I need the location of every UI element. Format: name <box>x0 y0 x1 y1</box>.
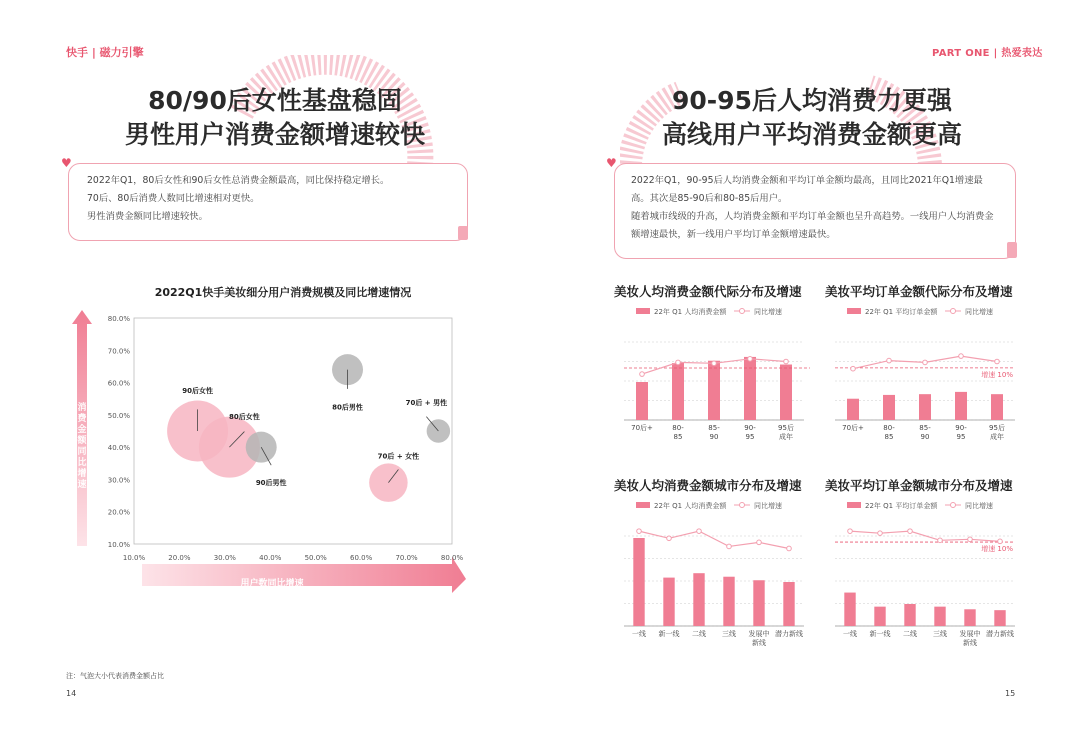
category-label-line2: 成年 <box>990 433 1004 441</box>
y-tick-label: 70.0% <box>107 347 130 356</box>
y-axis-label-char: 速 <box>77 480 87 490</box>
bubble-label: 90后男性 <box>255 479 287 488</box>
growth-point <box>727 544 732 549</box>
y-tick-label: 20.0% <box>107 508 130 517</box>
category-label: 新一线 <box>869 630 891 638</box>
category-label: 新一线 <box>658 630 680 638</box>
right-bullet-2: 随着城市线级的升高，人均消费金额和平均订单金额也呈升高趋势。一线用户人均消费金额增速最快，新一线用户平均订单金额增速最快。 <box>631 211 994 240</box>
category-label: 一线 <box>843 630 857 638</box>
category-label: 85- <box>708 424 720 432</box>
bar-chart-title-3: 美妆人均消费金额城市分布及增速 <box>614 478 802 493</box>
x-tick-label: 70.0% <box>395 554 418 562</box>
growth-point <box>878 531 883 536</box>
category-label: 三线 <box>933 630 947 638</box>
bar-chart-panel-1 <box>614 282 810 450</box>
reference-label: 增速 10% <box>981 545 1013 554</box>
growth-point <box>748 357 753 362</box>
bar <box>847 399 859 420</box>
bar-chart-panel-2 <box>825 282 1021 450</box>
y-axis-label-char: 金 <box>77 425 87 435</box>
category-label-line2: 新线 <box>963 639 977 647</box>
bubble-label: 80后男性 <box>332 403 363 412</box>
right-title-line2: 高线用户平均消费金额更高 <box>661 120 962 149</box>
bubble-chart <box>62 300 472 600</box>
bar <box>844 593 855 626</box>
category-label-line2: 90 <box>920 433 930 441</box>
bar <box>991 394 1003 420</box>
category-label: 95后 <box>778 424 794 432</box>
bar <box>783 582 794 626</box>
bar <box>955 392 967 420</box>
category-label: 二线 <box>692 630 706 638</box>
legend-bar-label: 22年 Q1 人均消费金额 <box>654 308 727 316</box>
category-label: 90- <box>955 424 967 432</box>
y-axis-label-char: 比 <box>77 458 87 468</box>
growth-point <box>667 536 672 541</box>
legend-bar-label: 22年 Q1 平均订单金额 <box>865 308 938 316</box>
left-bullet-3: 男性消费金额同比增速较快。 <box>87 211 208 222</box>
growth-point <box>787 546 792 551</box>
growth-point <box>676 360 681 365</box>
category-label: 一线 <box>632 630 646 638</box>
category-label-line2: 90 <box>709 433 719 441</box>
growth-point <box>784 359 789 364</box>
left-title-line2: 男性用户消费金额增速较快 <box>124 120 425 149</box>
category-label: 三线 <box>722 630 736 638</box>
bar <box>934 607 945 626</box>
category-label-line2: 新线 <box>752 639 766 647</box>
legend-line-marker <box>951 503 956 508</box>
growth-point <box>848 529 853 534</box>
bubble-chart-title: 2022Q1快手美妆细分用户消费规模及同比增速情况 <box>154 286 412 299</box>
category-label: 80- <box>672 424 684 432</box>
growth-point <box>887 358 892 363</box>
y-tick-label: 10.0% <box>107 541 130 549</box>
growth-point <box>938 538 943 543</box>
bar <box>883 395 895 420</box>
legend-line-label: 同比增速 <box>965 308 993 316</box>
bar <box>919 394 931 420</box>
bubble-note: 注：气泡大小代表消费金额占比 <box>66 672 164 680</box>
bar <box>904 604 915 626</box>
bar <box>633 538 644 626</box>
bubble-label: 70后 + 男性 <box>405 399 448 407</box>
category-label-line2: 85 <box>884 433 894 441</box>
y-tick-label: 50.0% <box>107 411 130 420</box>
bar <box>672 363 684 420</box>
y-tick-label: 60.0% <box>107 379 130 388</box>
growth-point <box>757 540 762 545</box>
bar <box>994 610 1005 626</box>
y-tick-label: 30.0% <box>107 476 130 485</box>
x-tick-label: 50.0% <box>304 554 327 562</box>
bar-chart-1 <box>614 300 810 450</box>
bar-chart-3 <box>614 494 810 656</box>
category-label: 发展中 <box>748 630 770 638</box>
bubble-label: 80后女性 <box>229 413 260 422</box>
category-label: 95后 <box>989 424 1005 432</box>
x-axis-label: 用户数同比增速 <box>240 579 304 589</box>
left-title-line1: 80/90后女性基盘稳固 <box>148 86 402 115</box>
bar <box>744 357 756 420</box>
legend-line-marker <box>740 309 745 314</box>
left-bullet-2: 70后、80后消费人数同比增速相对更快。 <box>87 193 260 204</box>
part-label: PART ONE | 热爱表达 <box>932 48 1043 59</box>
page-number-left: 14 <box>66 689 77 698</box>
y-axis-label-char: 消 <box>77 403 87 413</box>
y-tick-label: 40.0% <box>107 444 130 453</box>
x-tick-label: 80.0% <box>440 554 464 562</box>
x-tick-label: 30.0% <box>213 554 236 562</box>
legend-bar-swatch <box>636 308 650 314</box>
lipstick-icon <box>458 226 468 240</box>
legend-bar-label: 22年 Q1 平均订单金额 <box>865 502 938 510</box>
growth-point <box>851 366 856 371</box>
legend-line-label: 同比增速 <box>754 502 782 510</box>
bar <box>663 578 674 626</box>
bar <box>723 577 734 626</box>
heart-icon-right: ♥ <box>606 156 617 170</box>
growth-point <box>959 354 964 359</box>
y-axis-label-char: 额 <box>77 436 87 446</box>
bar <box>753 580 764 626</box>
category-label: 二线 <box>903 630 917 638</box>
legend-bar-swatch <box>636 502 650 508</box>
bar-chart-title-2: 美妆平均订单金额代际分布及增速 <box>825 284 1013 299</box>
growth-point <box>712 361 717 366</box>
legend-line-label: 同比增速 <box>965 502 993 510</box>
x-axis-arrow <box>142 557 466 593</box>
growth-point <box>697 529 702 534</box>
category-label: 发展中 <box>959 630 981 638</box>
right-title-line1: 90-95后人均消费力更强 <box>672 86 952 115</box>
reference-label: 增速 10% <box>981 370 1013 379</box>
category-label: 70后+ <box>842 424 864 432</box>
bar-chart-panel-3 <box>614 476 810 656</box>
category-label-line2: 成年 <box>779 433 793 441</box>
page-number-right: 15 <box>1005 689 1016 698</box>
category-label: 潜力新线 <box>775 630 803 638</box>
bar-chart-title-1: 美妆人均消费金额代际分布及增速 <box>614 284 802 299</box>
bar <box>708 361 720 420</box>
legend-line-label: 同比增速 <box>754 308 782 316</box>
legend-bar-swatch <box>847 308 861 314</box>
growth-point <box>640 372 645 377</box>
category-label: 70后+ <box>631 424 653 432</box>
legend-line-marker <box>951 309 956 314</box>
x-tick-label: 20.0% <box>168 554 191 562</box>
lipstick-icon-right <box>1007 242 1017 258</box>
growth-point <box>998 539 1003 544</box>
bar <box>693 573 704 626</box>
right-summary-card <box>614 163 1016 259</box>
y-axis-label-char: 同 <box>77 447 87 457</box>
bar-chart-panel-4 <box>825 476 1021 656</box>
left-bullet-1: 2022年Q1，80后女性和90后女性总消费金额最高，同比保持稳定增长。 <box>87 175 390 186</box>
bar <box>964 609 975 626</box>
kuaishou-logo: 快手 | 磁力引擎 <box>66 46 144 59</box>
growth-point <box>968 537 973 542</box>
bar <box>780 365 792 420</box>
bubble-label: 90后女性 <box>182 387 213 395</box>
growth-point <box>923 360 928 365</box>
growth-line <box>639 531 789 548</box>
growth-point <box>995 359 1000 364</box>
legend-bar-label: 22年 Q1 人均消费金额 <box>654 502 727 510</box>
bar-chart-4 <box>825 494 1021 656</box>
bar <box>636 382 648 420</box>
y-tick-label: 80.0% <box>107 315 130 323</box>
y-axis-label-char: 费 <box>77 414 87 424</box>
legend-bar-swatch <box>847 502 861 508</box>
category-label-line2: 85 <box>673 433 683 441</box>
category-label: 潜力新线 <box>986 630 1014 638</box>
heart-icon: ♥ <box>61 156 72 170</box>
bubble <box>369 463 408 502</box>
growth-point <box>908 529 913 534</box>
category-label-line2: 95 <box>956 433 966 441</box>
right-bullet-1: 2022年Q1，90-95后人均消费金额和平均订单金额均最高，且同比2021年Q1增速最高。其次是85-90后和80-85后用户。 <box>631 175 983 204</box>
category-label-line2: 95 <box>745 433 755 441</box>
y-axis-label-char: 增 <box>77 469 87 479</box>
growth-point <box>637 529 642 534</box>
category-label: 90- <box>744 424 756 432</box>
left-summary-card <box>68 163 468 241</box>
bubble-label: 70后 + 女性 <box>377 452 420 461</box>
legend-line-marker <box>740 503 745 508</box>
x-tick-label: 10.0% <box>122 554 146 562</box>
bar-chart-2 <box>825 300 1021 450</box>
category-label: 85- <box>919 424 931 432</box>
x-tick-label: 60.0% <box>350 554 373 562</box>
bar <box>874 607 885 626</box>
bar-chart-title-4: 美妆平均订单金额城市分布及增速 <box>825 478 1013 493</box>
x-tick-label: 40.0% <box>259 554 282 562</box>
category-label: 80- <box>883 424 895 432</box>
